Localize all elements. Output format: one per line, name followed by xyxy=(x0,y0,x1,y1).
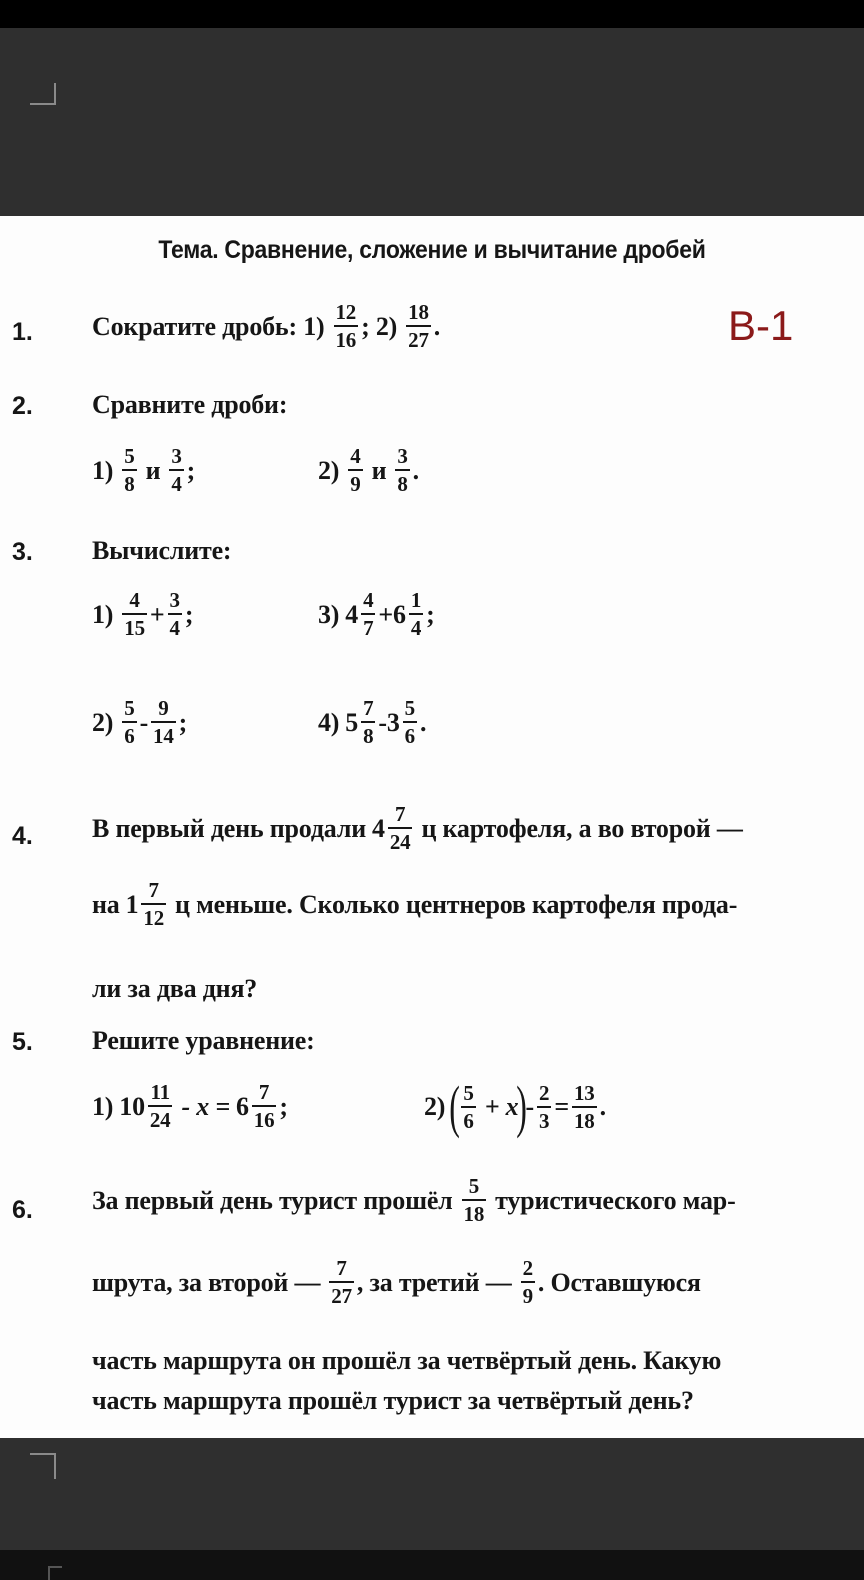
task-6-line-2: шрута, за второй — $\frac{7}{27}$ , за третий — $\frac{2}{9}$ . Оставшуюся xyxy=(92,1256,701,1308)
top-black-strip xyxy=(0,0,864,28)
fraction: $\frac{5}{6}$ xyxy=(463,1080,474,1133)
task-4-line-2: на 1 $\frac{7}{12}$ ц меньше. Сколько центнеров картофеля прода- xyxy=(92,878,738,930)
fraction: $\frac{4}{7}$ xyxy=(363,588,374,640)
task-4-number: 4. xyxy=(12,822,33,850)
task-4-line-1: В первый день продали 4 $\frac{7}{24}$ ц картофеля, а во второй — xyxy=(92,802,743,854)
fraction: $\frac{7}{16}$ xyxy=(253,1080,275,1132)
fraction: $\frac{3}{8}$ xyxy=(397,444,408,496)
task-6-line-1: За первый день турист прошёл $\frac{5}{18}$ туристического мар- xyxy=(92,1174,736,1226)
fraction: $\frac{5}{18}$ xyxy=(463,1174,485,1226)
fraction: $\frac{5}{6}$ xyxy=(124,696,135,748)
fraction: $\frac{1}{4}$ xyxy=(410,588,422,640)
task-5-part-1: 1) 10 $\frac{11}{24}$ - x = 6 $\frac{7}{16}$ ; xyxy=(92,1080,288,1132)
task-3-number: 3. xyxy=(12,538,33,566)
task-5-heading: Решите уравнение: xyxy=(92,1026,315,1055)
fraction: $\frac{4}{15}$ xyxy=(124,588,145,640)
task-1-line: Сократите дробь: 1) $\frac{12}{16}$ ; 2) $\frac{18}{27}$ . xyxy=(92,300,441,352)
fraction: $\frac{3}{4}$ xyxy=(171,444,182,496)
task-1-number: 1. xyxy=(12,318,33,346)
task-2-heading: Сравните дроби: xyxy=(92,390,288,419)
fraction: $\frac{7}{24}$ xyxy=(389,802,411,854)
task-3-part-2: 2) $\frac{5}{6}$ - $\frac{9}{14}$ ; xyxy=(92,696,188,748)
task-5-part-2: 2) ( $\frac{5}{6}$ + x ) - $\frac{2}{3}$ = $\frac{13}{18}$ . xyxy=(424,1074,606,1139)
fraction: $\frac{7}{8}$ xyxy=(363,696,374,748)
fraction: $\frac{2}{9}$ xyxy=(522,1256,533,1308)
fraction: $\frac{7}{12}$ xyxy=(143,878,165,930)
fraction: $\frac{4}{9}$ xyxy=(350,444,361,496)
task-6-line-3: часть маршрута он прошёл за четвёртый день. Какую xyxy=(92,1346,722,1375)
task-3-heading: Вычислите: xyxy=(92,536,232,565)
fraction: $\frac{12}{16}$ xyxy=(335,300,357,352)
fraction: $\frac{2}{3}$ xyxy=(539,1080,550,1133)
task-3-part-3: 3) 4 $\frac{4}{7}$ + 6 $\frac{1}{4}$ ; xyxy=(318,588,435,640)
task-3-part-4: 4) 5 $\frac{7}{8}$ - 3 $\frac{5}{6}$ . xyxy=(318,696,427,748)
task-6-number: 6. xyxy=(12,1196,33,1224)
fraction: $\frac{18}{27}$ xyxy=(408,300,429,352)
task-4-line-3: ли за два дня? xyxy=(92,974,258,1003)
task-5-number: 5. xyxy=(12,1028,33,1056)
crop-corner-icon[interactable] xyxy=(48,1566,62,1580)
task-2-part-1: 1) $\frac{5}{8}$ и $\frac{3}{4}$ ; xyxy=(92,444,196,496)
task-3-part-1: 1) $\frac{4}{15}$ + $\frac{3}{4}$ ; xyxy=(92,588,194,640)
variant-label: В-1 xyxy=(728,302,794,349)
fraction: $\frac{9}{14}$ xyxy=(153,696,174,748)
crop-corner-icon[interactable] xyxy=(30,1453,56,1479)
viewer-top-bar xyxy=(0,28,864,216)
fraction: $\frac{3}{4}$ xyxy=(169,588,180,640)
task-2-part-2: 2) $\frac{4}{9}$ и $\frac{3}{8}$ . xyxy=(318,444,419,496)
crop-corner-icon[interactable] xyxy=(30,83,56,105)
task-2-number: 2. xyxy=(12,392,33,420)
fraction: $\frac{7}{27}$ xyxy=(331,1256,352,1308)
worksheet-page xyxy=(0,216,864,1438)
fraction: $\frac{5}{6}$ xyxy=(404,696,415,748)
fraction: $\frac{5}{8}$ xyxy=(124,444,135,496)
fraction: $\frac{13}{18}$ xyxy=(573,1080,595,1133)
task-6-line-4: часть маршрута прошёл турист за четвёртый день? xyxy=(92,1386,694,1415)
page-title: Тема. Сравнение, сложение и вычитание дробей xyxy=(158,236,706,264)
bottom-black-strip xyxy=(0,1550,864,1580)
viewer-bottom-bar xyxy=(0,1438,864,1550)
fraction: $\frac{11}{24}$ xyxy=(149,1080,171,1132)
